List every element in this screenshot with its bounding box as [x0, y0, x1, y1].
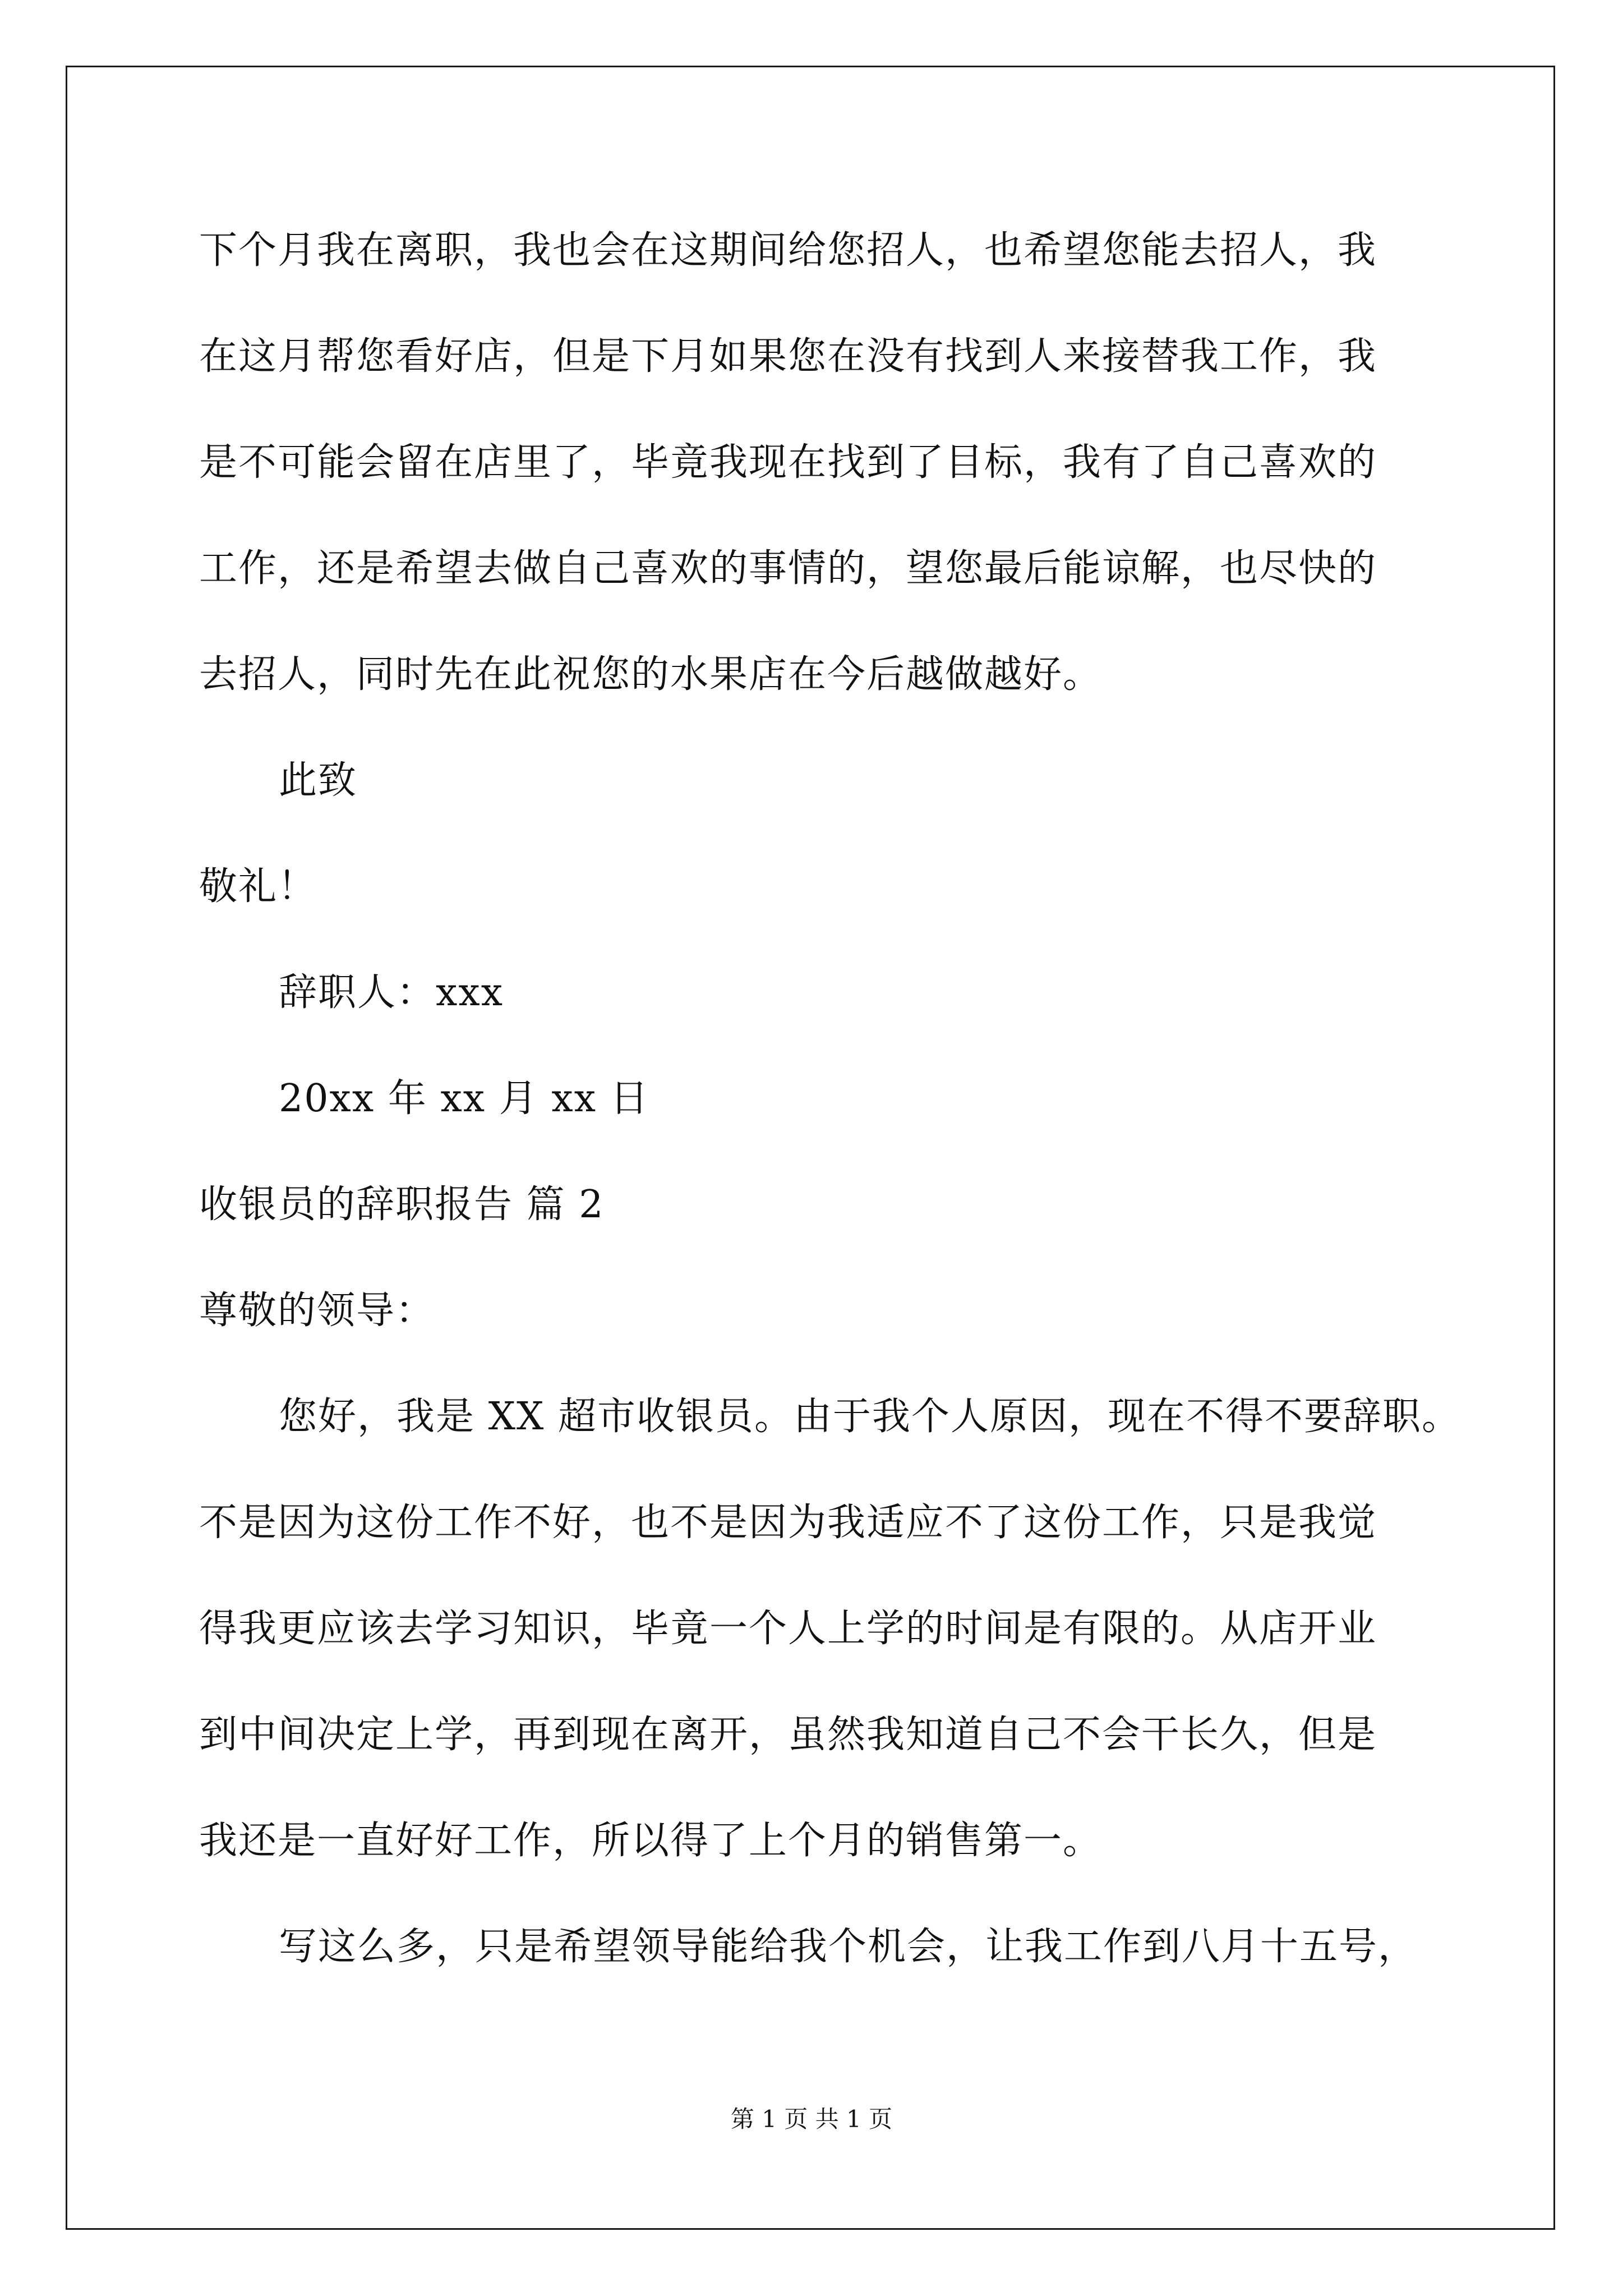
paragraph-line: 在这月帮您看好店，但是下月如果您在没有找到人来接替我工作，我	[199, 334, 1377, 379]
paragraph-line: 不是因为这份工作不好，也不是因为我适应不了这份工作，只是我觉	[199, 1501, 1377, 1545]
closing-text: 此致	[279, 758, 358, 803]
paragraph-line: 到中间决定上学，再到现在离开，虽然我知道自己不会干长久，但是	[199, 1713, 1377, 1757]
paragraph-line: 您好，我是 XX 超市收银员。由于我个人原因，现在不得不要辞职。	[279, 1395, 1461, 1439]
paragraph-line: 工作，还是希望去做自己喜欢的事情的，望您最后能谅解，也尽快的	[199, 546, 1377, 591]
greeting-text: 尊敬的领导：	[199, 1289, 435, 1333]
page-border	[66, 66, 1555, 2230]
salute-text: 敬礼！	[199, 864, 317, 909]
paragraph-line: 我还是一直好好工作，所以得了上个月的销售第一。	[199, 1819, 1103, 1863]
paragraph-line: 是不可能会留在店里了，毕竟我现在找到了目标，我有了自己喜欢的	[199, 440, 1377, 485]
paragraph-line: 下个月我在离职，我也会在这期间给您招人，也希望您能去招人，我	[199, 228, 1377, 273]
section-title: 收银员的辞职报告 篇 2	[199, 1182, 605, 1227]
date-text: 20xx 年 xx 月 xx 日	[279, 1076, 649, 1121]
paragraph-line: 写这么多，只是希望领导能给我个机会，让我工作到八月十五号，	[279, 1925, 1418, 1969]
paragraph-line: 去招人，同时先在此祝您的水果店在今后越做越好。	[199, 652, 1103, 697]
page-footer: 第 1 页 共 1 页	[730, 2105, 893, 2133]
signature-text: 辞职人：xxx	[279, 970, 504, 1015]
paragraph-line: 得我更应该去学习知识，毕竟一个人上学的时间是有限的。从店开业	[199, 1607, 1377, 1651]
